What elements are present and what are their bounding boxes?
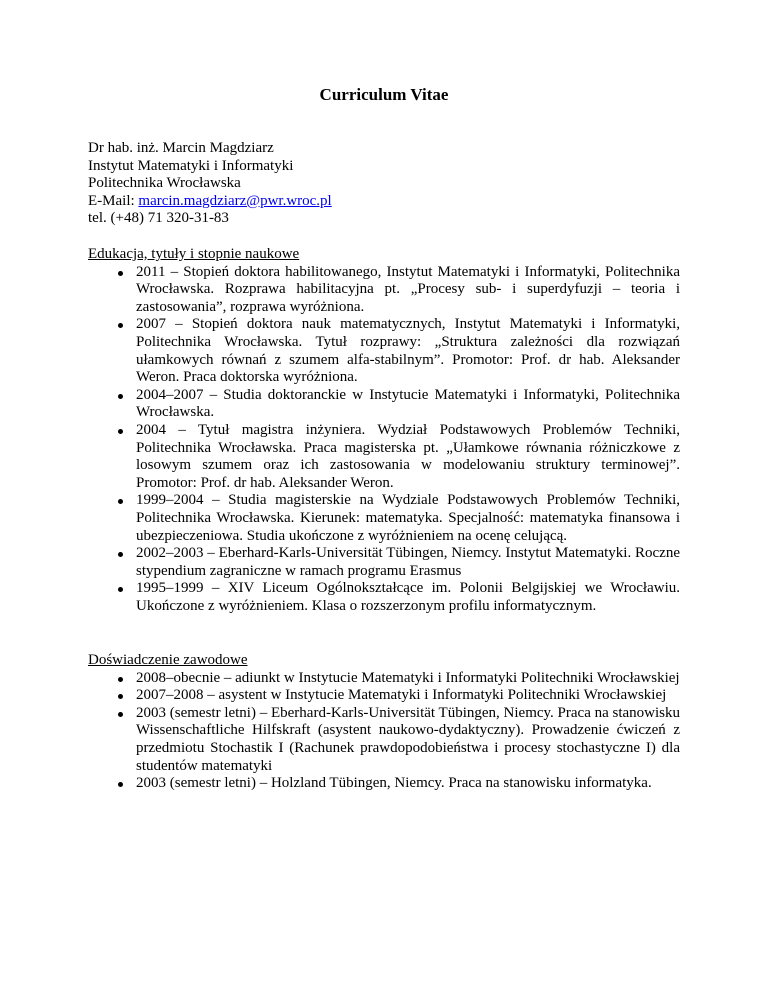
contact-name: Dr hab. inż. Marcin Magdziarz — [88, 140, 274, 156]
email-label: E-Mail: — [88, 192, 139, 209]
list-item — [88, 775, 680, 793]
experience-item-text: 2003 (semestr letni) – Eberhard-Karls-Universität Tübingen, Niemcy. Praca na stanowisku Wissenschaftliche Hilfskraft (asystent naukowo-dydaktyczny). Prowadzenie ćwiczeń z przedmiotu Stochastik I (Rachunek prawdopodobieństwa i procesy stochastyczne I) dla studentów matematyki — [136, 704, 681, 774]
experience-item-text: 2007–2008 – asystent w Instytucie Matematyki i Informatyki Politechniki Wrocławskiej — [136, 687, 667, 704]
list-item — [88, 422, 680, 492]
education-item-text: 2007 – Stopień doktora nauk matematycznych, Instytut Matematyki i Informatyki, Politechnika Wrocławska. Tytuł rozprawy: „Struktura zależności dla rozwiązań ułamkowych równań z szumem alfa-stabilnym”. Promotor: Prof. dr hab. Aleksander Weron. Praca doktorska wyróżniona. — [136, 316, 680, 386]
list-item — [88, 670, 680, 688]
list-item — [88, 705, 680, 775]
experience-list — [88, 670, 680, 793]
education-item-text: 2002–2003 – Eberhard-Karls-Universität Tübingen, Niemcy. Instytut Matematyki. Roczne stypendium zagraniczne w ramach programu Erasmus — [136, 545, 680, 579]
education-heading: Edukacja, tytuły i stopnie naukowe — [88, 246, 300, 262]
contact-institute: Instytut Matematyki i Informatyki — [88, 157, 294, 174]
education-item-text: 1999–2004 – Studia magisterskie na Wydziale Podstawowych Problemów Techniki, Politechnika Wrocławska. Kierunek: matematyka. Specjalność: matematyka finansowa i ubezpieczeniowa. Studia ukończone z wyróżnieniem na ocenę celującą. — [136, 492, 680, 544]
list-item — [88, 492, 680, 545]
list-item — [88, 264, 680, 317]
education-item-text: 2011 – Stopień doktora habilitowanego, Instytut Matematyki i Informatyki, Politechnika Wrocławska. Rozprawa habilitacyjna pt. „Procesy sub- i superdyfuzji – teoria i zastosowania”, rozprawa wyróżniona. — [136, 263, 680, 315]
list-item — [88, 387, 680, 422]
experience-heading: Doświadczenie zawodowe — [88, 652, 248, 668]
experience-item-text: 2003 (semestr letni) – Holzland Tübingen, Niemcy. Praca na stanowisku informatyka. — [136, 775, 652, 792]
list-item — [88, 316, 680, 386]
experience-item-text: 2008–obecnie – adiunkt w Instytucie Matematyki i Informatyki Politechniki Wrocławskiej — [136, 669, 680, 686]
page-title: Curriculum Vitae — [319, 85, 449, 104]
list-item — [88, 580, 680, 615]
email-link[interactable]: marcin.magdziarz@pwr.wroc.pl — [138, 192, 332, 209]
education-item-text: 1995–1999 – XIV Liceum Ogólnokształcące im. Polonii Belgijskiej we Wrocławiu. Ukończone z wyróżnieniem. Klasa o rozszerzonym profilu informatycznym. — [136, 580, 680, 614]
contact-email-line — [88, 193, 680, 211]
list-item — [88, 545, 680, 580]
education-item-text: 2004 – Tytuł magistra inżyniera. Wydział Podstawowych Problemów Techniki, Politechnika Wrocławska. Praca magisterska pt. „Ułamkowe równania różniczkowe z losowym szumem oraz ich zastosowania w modelowaniu struktury terminowej”. Promotor: Prof. dr hab. Aleksander Weron. — [136, 421, 680, 491]
contact-phone: tel. (+48) 71 320-31-83 — [88, 210, 229, 227]
education-list — [88, 264, 680, 616]
list-item — [88, 687, 680, 705]
education-section — [88, 246, 680, 615]
education-item-text: 2004–2007 – Studia doktoranckie w Instytucie Matematyki i Informatyki, Politechnika Wrocławska. — [136, 386, 680, 421]
contact-university: Politechnika Wrocławska — [88, 175, 241, 192]
experience-section — [88, 652, 680, 793]
contact-block — [88, 140, 680, 228]
